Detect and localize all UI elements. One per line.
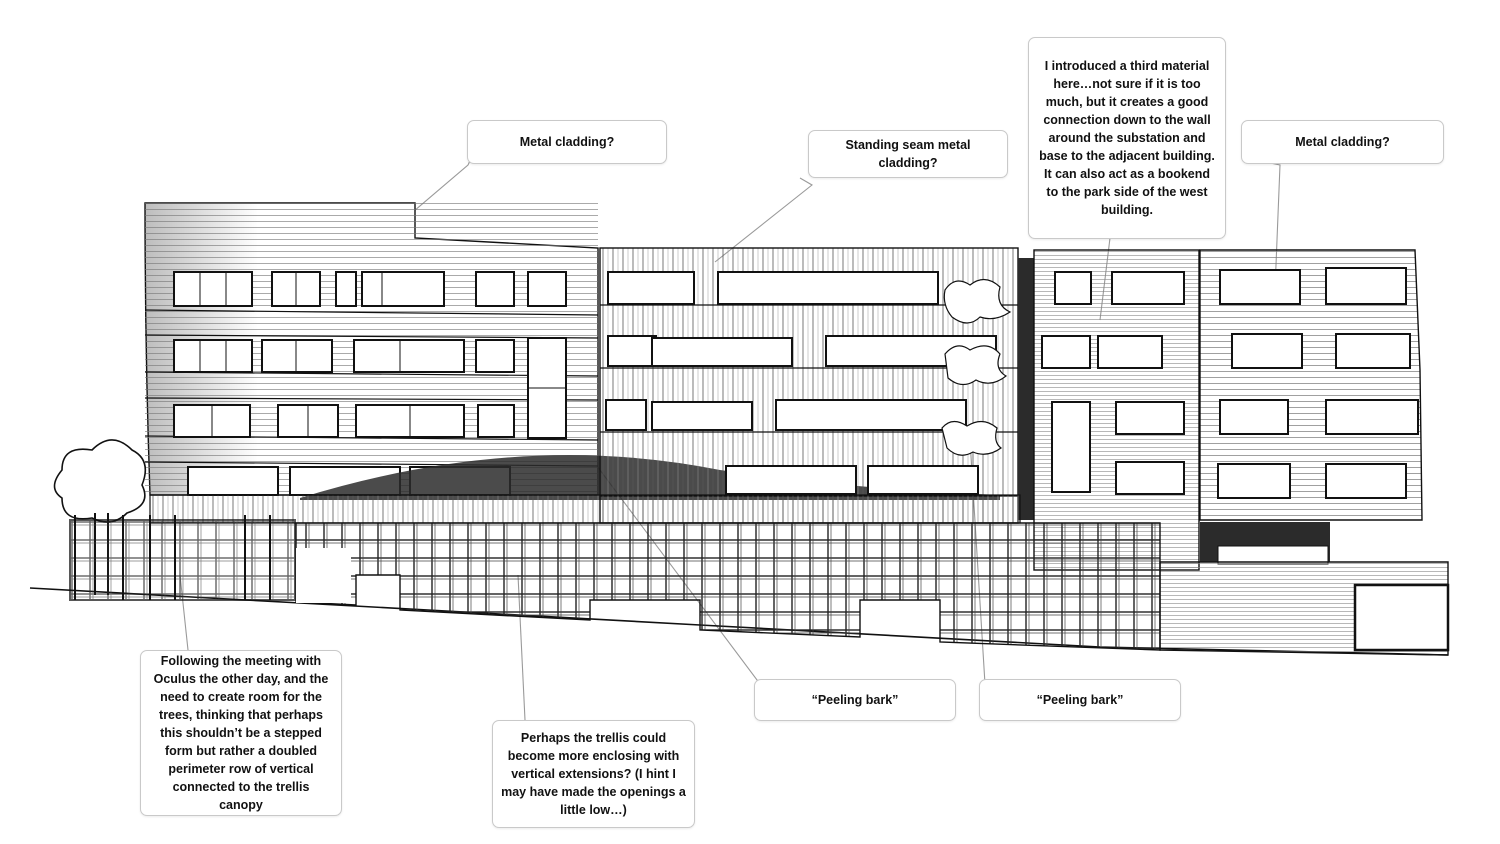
right-block (1200, 250, 1422, 564)
callout-text: “Peeling bark” (811, 693, 899, 707)
callout-third-material (1028, 37, 1226, 239)
callout-text: I introduced a third material here…not sure if it is too much, but it creates a good connection down to the wall around the substation and base to the adjacent building. It can also act as a bookend to the park side of the west building. (1039, 59, 1215, 217)
callout-text: “Peeling bark” (1036, 693, 1124, 707)
callout-metal-cladding-left (467, 120, 667, 164)
callout-peeling-bark-2 (979, 679, 1181, 721)
callout-trellis-enclosing (492, 720, 695, 828)
callout-text: Metal cladding? (519, 135, 615, 149)
callout-metal-cladding-right (1241, 120, 1444, 164)
callout-text: Following the meeting with Oculus the other day, and the need to create room for the trees, thinking that perhaps this shouldn’t be a stepped form but rather a doubled perimeter row of vertical connected to the trellis canopy (153, 654, 329, 812)
callout-stepped-form (140, 650, 342, 816)
third-material-block (1034, 250, 1199, 570)
callout-peeling-bark-1 (754, 679, 956, 721)
callout-standing-seam (808, 130, 1008, 178)
callout-text: Metal cladding? (1295, 135, 1390, 149)
base-right (1160, 562, 1448, 655)
trellis-canopy (150, 495, 1160, 650)
middle-block (600, 248, 1034, 523)
callout-text: Perhaps the trellis could become more enclosing with vertical extensions? (I hint I may have made the openings a little low…) (501, 731, 686, 817)
callout-text: Standing seam metal cladding? (845, 138, 971, 170)
